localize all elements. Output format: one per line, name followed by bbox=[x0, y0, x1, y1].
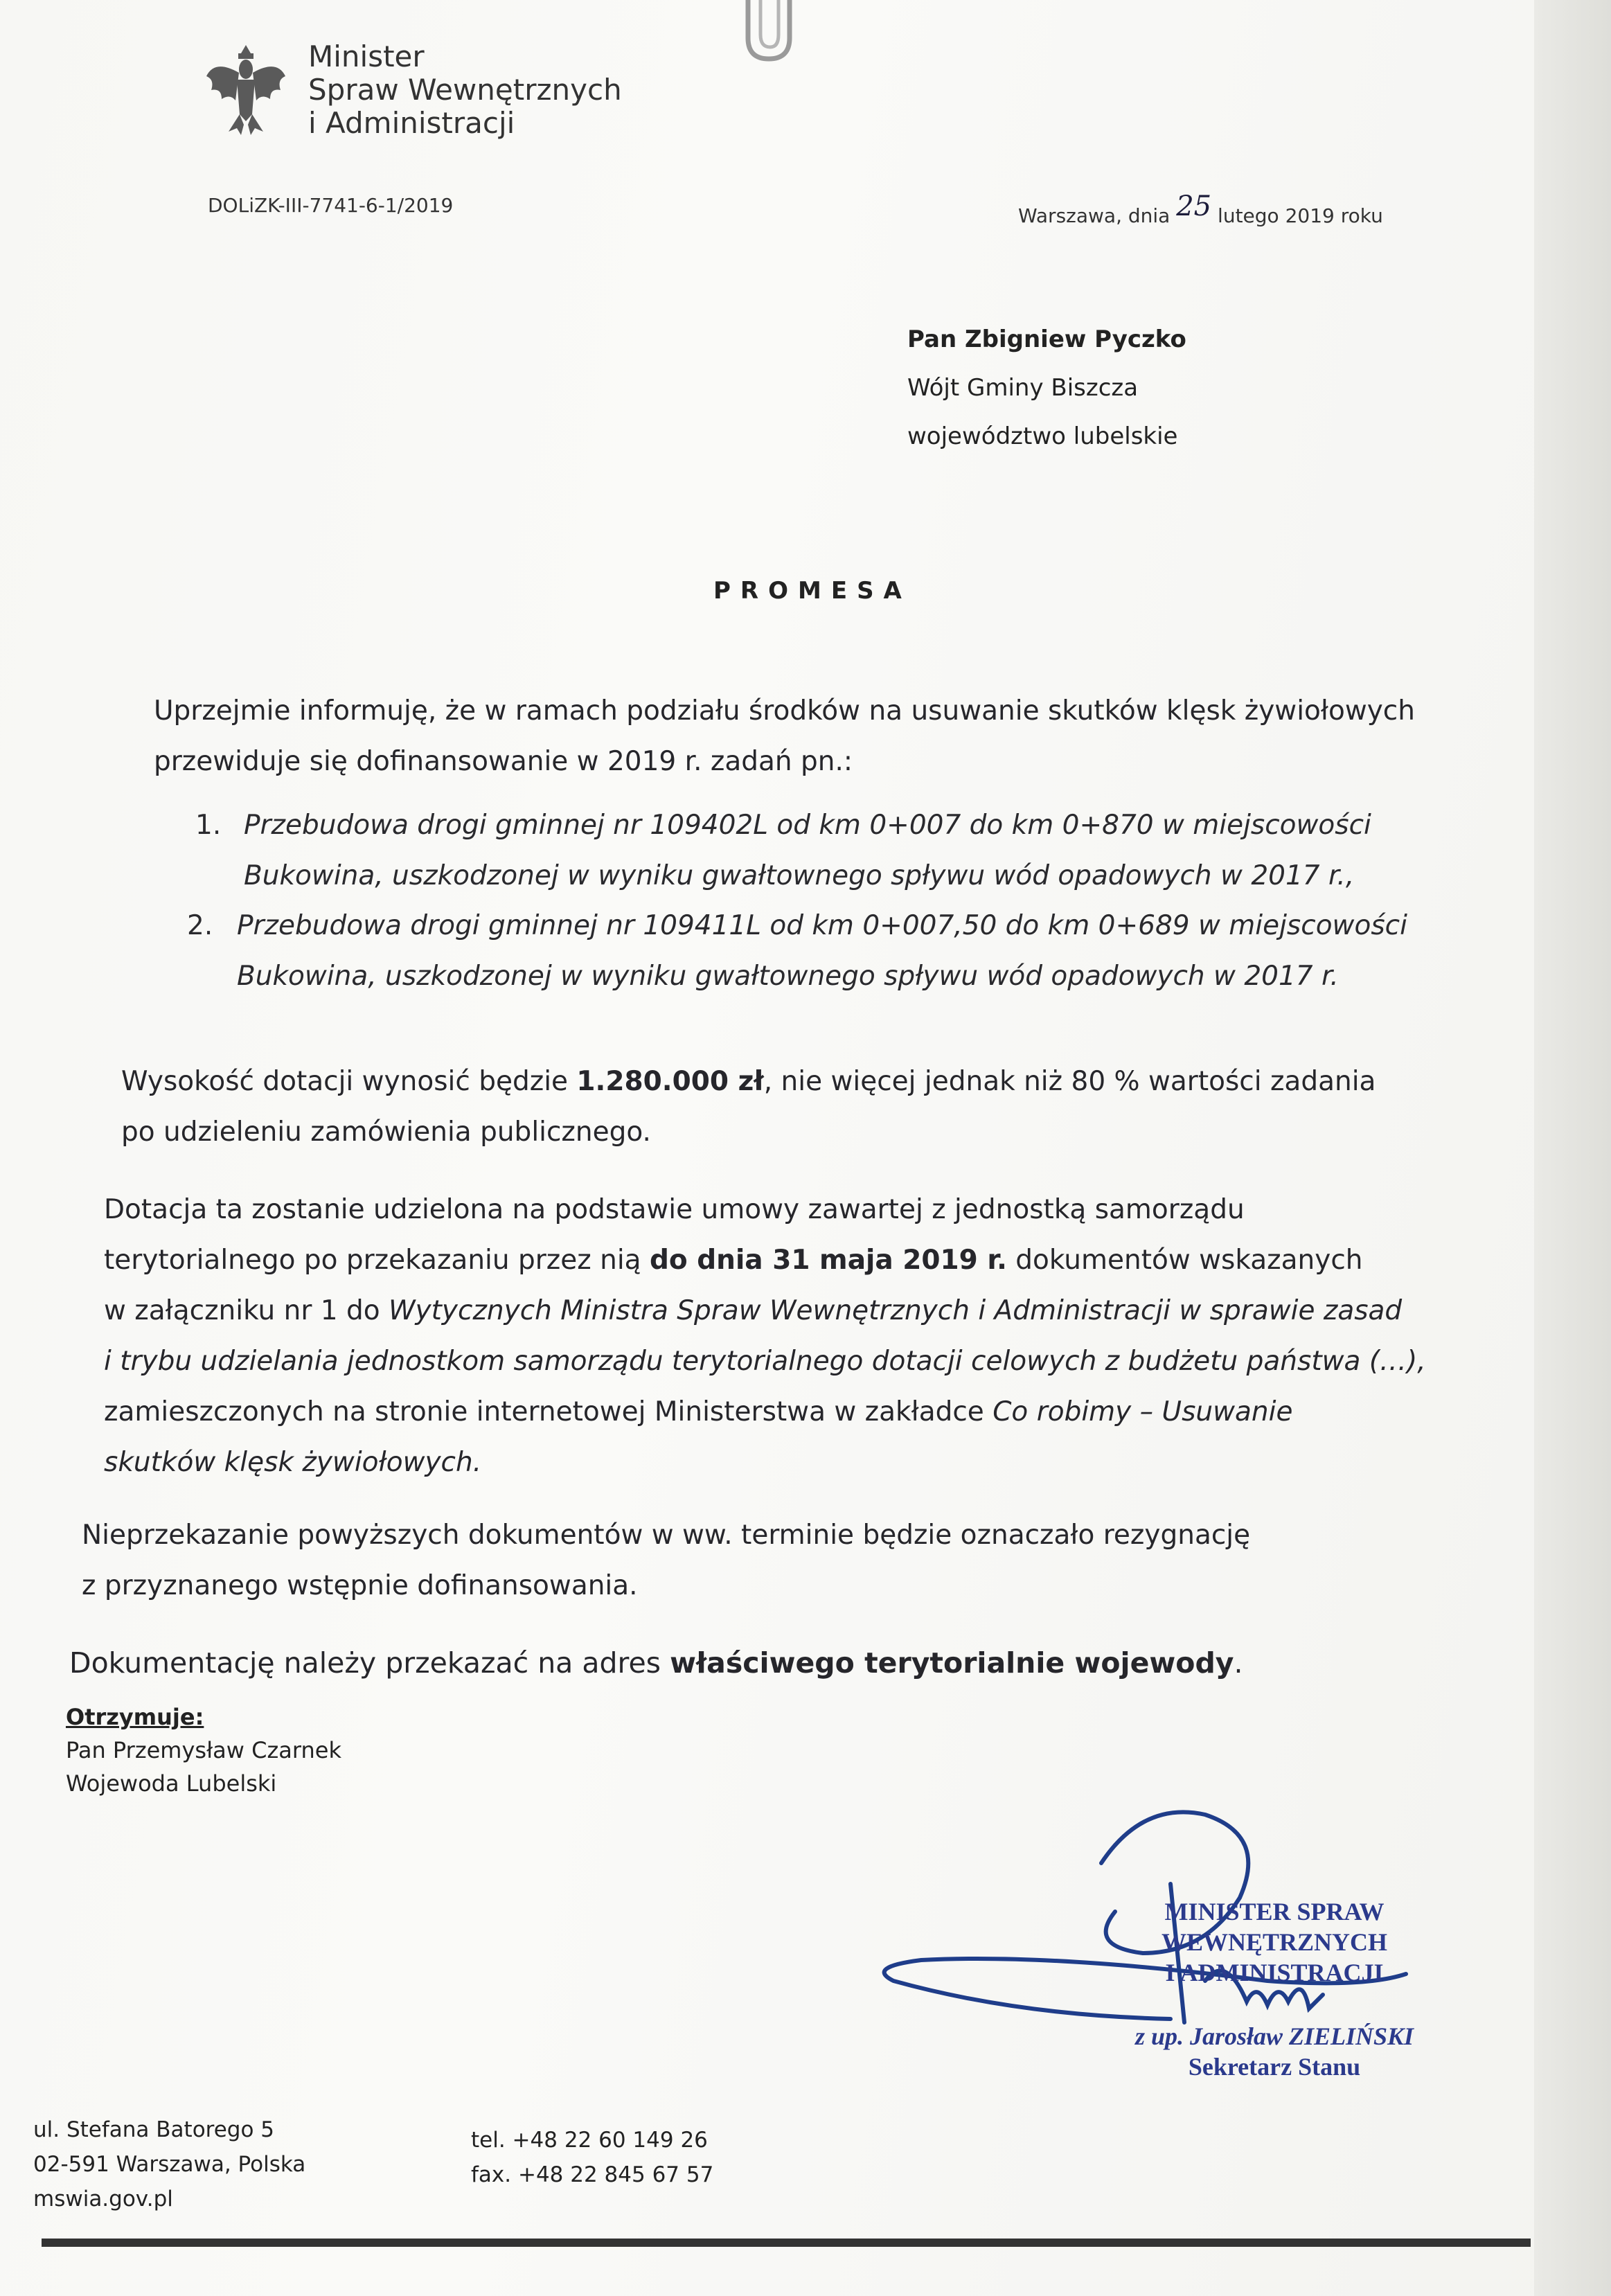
addressee-position: Wójt Gminy Biszcza bbox=[907, 374, 1139, 402]
footer-address bbox=[33, 2112, 305, 2216]
ministry-name bbox=[308, 40, 622, 140]
intro-paragraph bbox=[154, 686, 1480, 787]
official-stamp: MINISTER SPRAW WEWNĘTRZNYCH I ADMINISTRACJI z up. Jarosław ZIELIŃSKI Sekretarz Stanu bbox=[1134, 1898, 1414, 2081]
recipients-block bbox=[66, 1700, 341, 1800]
footer-tel: tel. +48 22 60 149 26 bbox=[471, 2128, 708, 2153]
task-item-1 bbox=[195, 800, 1490, 901]
ministry-line-1: Minister bbox=[308, 39, 425, 73]
ministry-line-2: Spraw Wewnętrznych bbox=[308, 73, 622, 107]
footer-street: ul. Stefana Batorego 5 bbox=[33, 2117, 275, 2142]
recipient-name: Pan Przemysław Czarnek bbox=[66, 1737, 341, 1763]
addressee-name: Pan Zbigniew Pyczko bbox=[907, 326, 1186, 353]
footer-contact bbox=[471, 2123, 713, 2192]
polish-eagle-icon bbox=[201, 38, 291, 142]
deadline: do dnia 31 maja 2019 r. bbox=[649, 1245, 1007, 1276]
task-item-2 bbox=[187, 900, 1496, 1002]
footer-city: 02-591 Warszawa, Polska bbox=[33, 2152, 306, 2177]
addressee-block bbox=[907, 315, 1186, 461]
submission-target: właściwego terytorialnie wojewody bbox=[670, 1646, 1234, 1680]
footer-website: mswia.gov.pl bbox=[33, 2187, 173, 2212]
task-1-line-2: Bukowina, uszkodzonej w wyniku gwałtownego spływu wód opadowych w 2017 r., bbox=[244, 860, 1355, 891]
document-title: PROMESA bbox=[713, 577, 911, 605]
task-2-line-2: Bukowina, uszkodzonej w wyniku gwałtownego spływu wód opadowych w 2017 r. bbox=[237, 961, 1339, 992]
reference-number: DOLiZK-III-7741-6-1/2019 bbox=[208, 194, 454, 217]
grant-line-2: po udzieleniu zamówienia publicznego. bbox=[121, 1116, 651, 1148]
footer-fax: fax. +48 22 845 67 57 bbox=[471, 2162, 714, 2187]
recipients-label: Otrzymuje: bbox=[66, 1704, 204, 1730]
task-1-line-1: Przebudowa drogi gminnej nr 109402L od km 0+007 do km 0+870 w miejscowości bbox=[244, 810, 1371, 841]
task-2-line-1: Przebudowa drogi gminnej nr 109411L od km 0+007,50 do km 0+689 w miejscowości bbox=[237, 910, 1407, 941]
recipient-position: Wojewoda Lubelski bbox=[66, 1770, 277, 1797]
task-number-2: 2. bbox=[187, 910, 213, 941]
page-edge-shadow bbox=[1534, 0, 1611, 2296]
intro-line-2: przewiduje się dofinansowanie w 2019 r. zadań pn.: bbox=[154, 746, 853, 777]
date-day-handwritten: 25 bbox=[1176, 190, 1212, 222]
grant-amount: 1.280.000 zł bbox=[576, 1066, 764, 1097]
intro-line-1: Uprzejmie informuję, że w ramach podziału środków na usuwanie skutków klęsk żywiołowych bbox=[154, 695, 1415, 727]
addressee-region: województwo lubelskie bbox=[907, 422, 1178, 450]
ministry-line-3: i Administracji bbox=[308, 106, 515, 140]
footer-rule bbox=[42, 2239, 1531, 2247]
warning-paragraph: Nieprzekazanie powyższych dokumentów w ww. terminie będzie oznaczało rezygnację z przyznanego wstępnie dofinansowania. bbox=[82, 1520, 1251, 1601]
place-date: Warszawa, dnia 25 lutego 2019 roku bbox=[1018, 190, 1383, 227]
submission-paragraph: Dokumentację należy przekazać na adres właściwego terytorialnie wojewody. bbox=[69, 1646, 1243, 1680]
agreement-paragraph: Dotacja ta zostanie udzielona na podstawie umowy zawartej z jednostką samorządu terytorialnego po przekazaniu przez nią do dnia 31 maja 2019 r. dokumentów wskazanych w załączniku nr 1 do Wytycznych Ministra Spraw Wewnętrznych i Administracji w sprawie zasad i trybu udzielania jednostkom samorządu terytorialnego dotacji celowych z budżetu państwa (…), zamieszczonych na stronie internetowej Ministerstwa w zakładce Co robimy – Usuwanie skutków klęsk żywiołowych. bbox=[104, 1194, 1426, 1478]
task-number-1: 1. bbox=[195, 810, 222, 841]
grant-paragraph: Wysokość dotacji wynosić będzie 1.280.000 zł, nie więcej jednak niż 80 % wartości zadania po udzieleniu zamówienia publicznego. bbox=[121, 1056, 1506, 1157]
paper-clip-icon bbox=[727, 0, 810, 66]
